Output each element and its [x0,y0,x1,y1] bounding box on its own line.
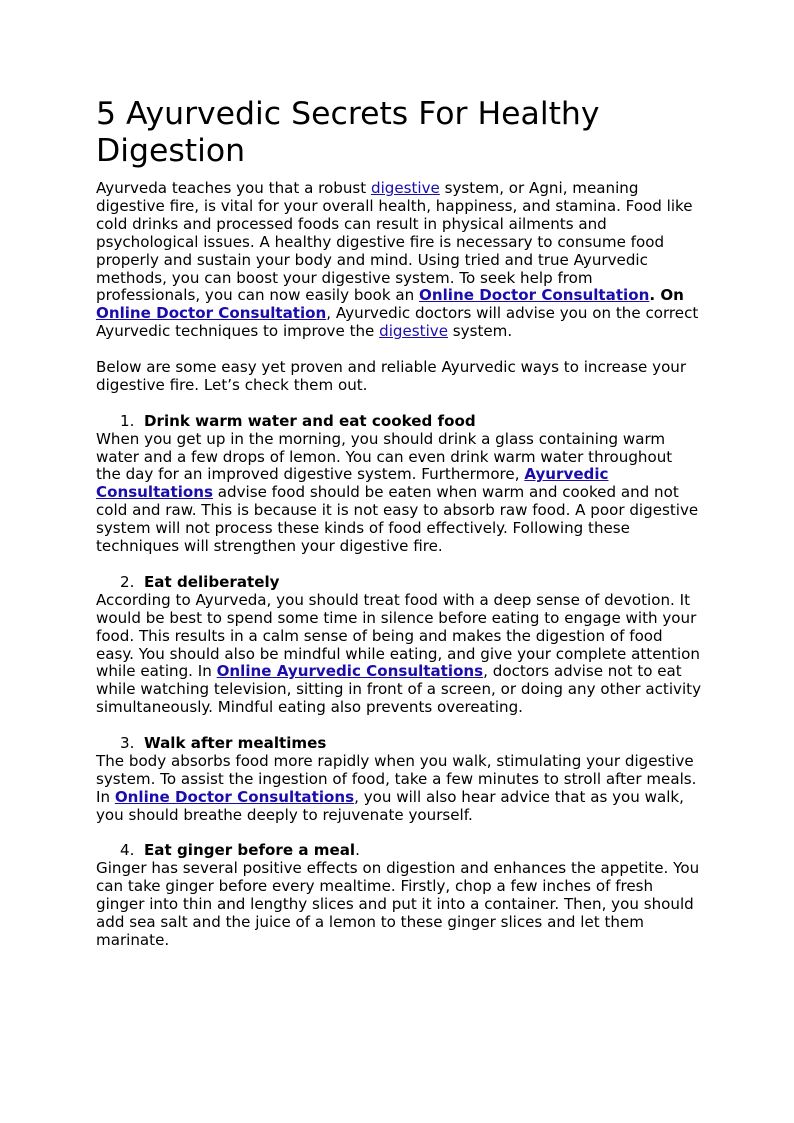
item-text: According to Ayurveda, you should treat food with a deep sense of devotion. It would be best to spend some time in silence before eating to engage with your food. This results in a calm sense of being and makes the digestion of food easy. You should also be mindful while eating, and give your complete attention while eating. In [96,590,700,681]
digestive-link[interactable]: digestive [370,179,440,197]
item-heading: Walk after mealtimes [144,734,327,753]
item-heading-suffix: . [355,841,360,860]
intro-text-3: . On [649,286,684,305]
intro-paragraph [96,180,701,341]
online-ayurvedic-consultations-link[interactable]: Online Ayurvedic Consultations [216,662,484,681]
item-text: , you will also hear advice that as you walk, you should breathe deeply to rejuvenate yourself. [96,787,684,824]
item-text: The body absorbs food more rapidly when you walk, stimulating your digestive system. To assist the ingestion of food, take a few minutes to stroll after meals. In [96,751,697,806]
ayurvedic-consultations-link[interactable]: Ayurvedic Consultations [96,465,609,502]
item-paragraph-4: Ginger has several positive effects on digestion and enhances the appetite. You can take ginger before every mealtime. Firstly, chop a few inches of fresh ginger into thin and lengthy slices and put it into a container. Then, you should add sea salt and the juice of a lemon to these ginger slices and let them marinate. [96,859,700,949]
intro-text-5: system. [447,322,513,341]
item-number: 4. [120,841,135,860]
intro-text-4: , Ayurvedic doctors will advise you on the correct Ayurvedic techniques to improve the [96,304,699,341]
online-doctor-consultations-link[interactable]: Online Doctor Consultations [114,787,355,806]
lead-paragraph: Below are some easy yet proven and reliable Ayurvedic ways to increase your digestive fire. Let’s check them out. [96,358,687,394]
item-paragraph-1 [96,431,701,556]
list-item-heading-1 [96,413,701,431]
list-item-heading-2 [96,574,701,592]
digestive-link-2[interactable]: digestive [379,322,448,341]
item-heading: Eat ginger before a meal [144,841,356,860]
item-number: 3. [120,734,135,753]
item-number: 1. [120,411,135,430]
online-doctor-consultation-link-2[interactable]: Online Doctor Consultation [96,304,327,323]
page-title: 5 Ayurvedic Secrets For Healthy Digestion [96,96,600,169]
intro-text-1: Ayurveda teaches you that a robust [96,179,371,197]
item-text: advise food should be eaten when warm and cooked and not cold and raw. This is because it is not easy to absorb raw food. A poor digestive system will not process these kinds of food effectively. Following these techniques will strengthen your digestive fire. [96,483,699,556]
item-number: 2. [120,572,135,591]
list-item-heading-4 [96,842,701,860]
item-paragraph-3 [96,753,701,825]
item-heading: Drink warm water and eat cooked food [144,411,476,430]
item-text: When you get up in the morning, you should drink a glass containing warm water and a few drops of lemon. You can even drink warm water throughout the day for an improved digestive system. Furthermore, [96,429,673,484]
online-doctor-consultation-link[interactable]: Online Doctor Consultation [419,286,650,305]
item-text: , doctors advise not to eat while watching television, sitting in front of a screen, or doing any other activity simultaneously. Mindful eating also prevents overeating. [96,662,702,717]
document-page [96,96,701,950]
item-heading: Eat deliberately [144,572,280,591]
item-paragraph-2 [96,592,701,717]
list-item-heading-3 [96,735,701,753]
intro-text-2: system, or Agni, meaning digestive fire, is vital for your overall health, happiness, and stamina. Food like cold drinks and processed foods can result in physical ailments and psychological issues. A healthy digestive fire is necessary to consume food properly and sustain your body and mind. Using tried and true Ayurvedic methods, you can boost your digestive system. To seek help from professionals, you can now easily book an [96,179,693,305]
